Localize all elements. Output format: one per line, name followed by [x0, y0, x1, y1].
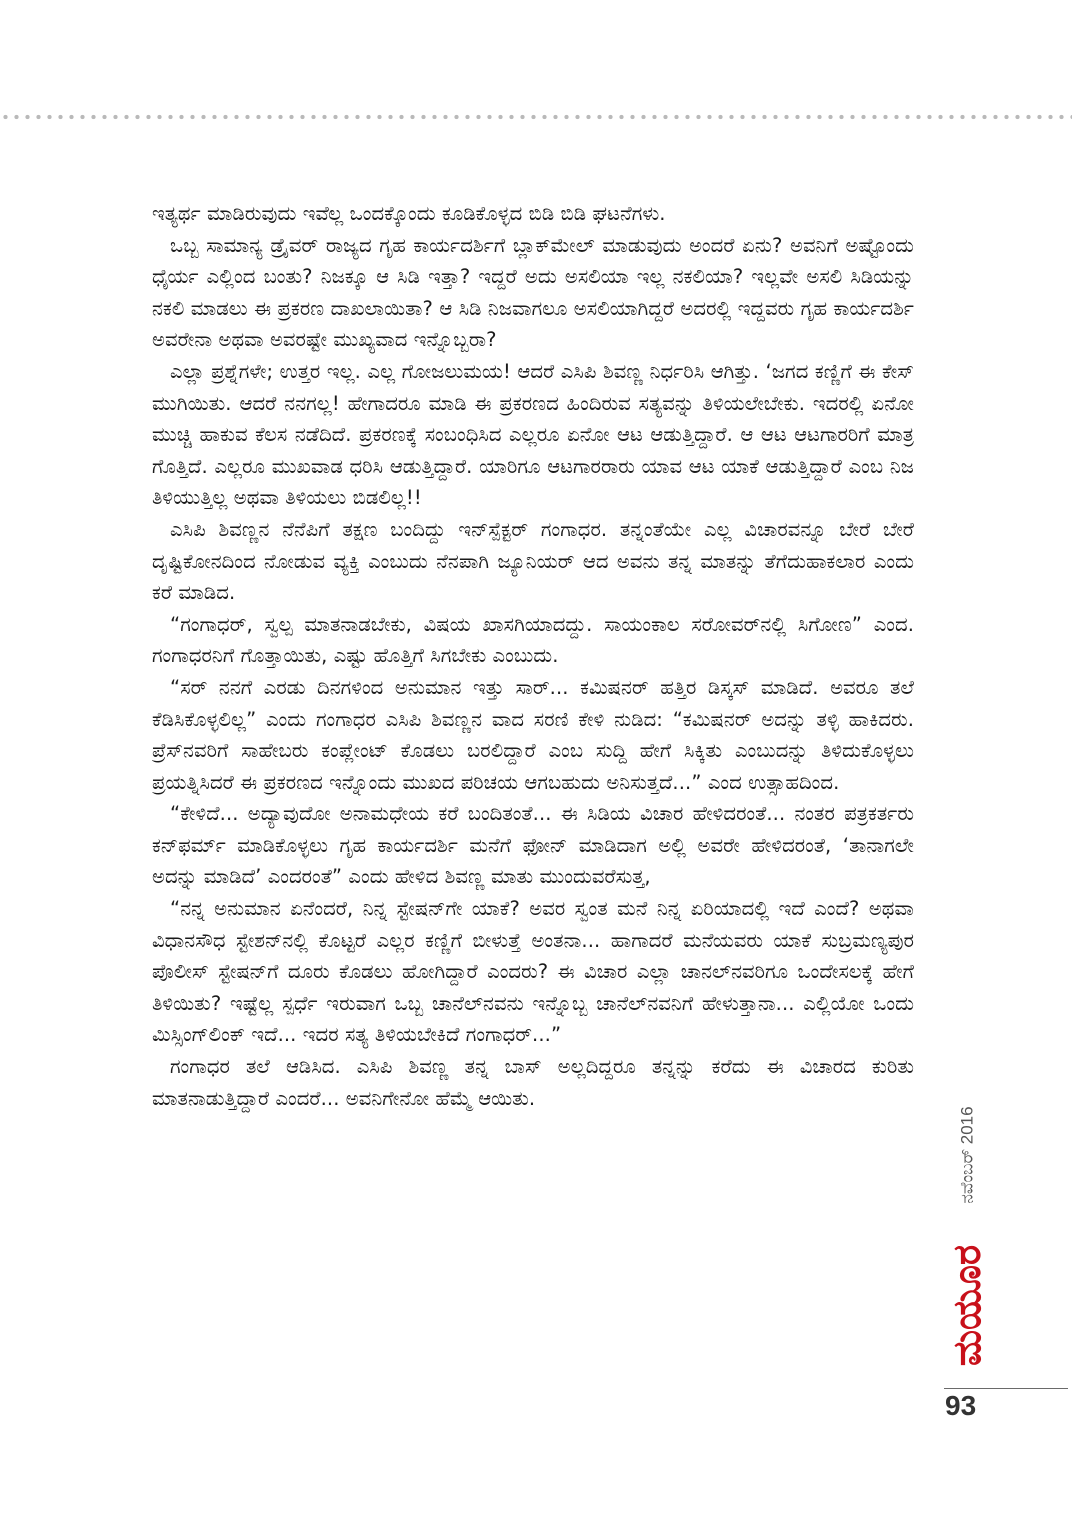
issue-date-container	[944, 1085, 992, 1225]
page-number-rule	[944, 1388, 1068, 1389]
article-paragraph: “ಗಂಗಾಧರ್, ಸ್ವಲ್ಪ ಮಾತನಾಡಬೇಕು, ವಿಷಯ ಖಾಸಗಿಯಾದದ್ದು. ಸಾಯಂಕಾಲ ಸರೋವರ್‌ನಲ್ಲಿ ಸಿಗೋಣ” ಎಂದ. ಗಂಗಾಧರನಿಗೆ ಗೊತ್ತಾಯಿತು, ಎಷ್ಟು ಹೊತ್ತಿಗೆ ಸಿಗಬೇಕು ಎಂಬುದು.	[152, 612, 914, 668]
magazine-logo-text: ಮಯೂರ	[945, 1244, 990, 1366]
article-paragraph: ಎಸಿಪಿ ಶಿವಣ್ಣನ ನೆನೆಪಿಗೆ ತಕ್ಷಣ ಬಂದಿದ್ದು ಇನ್‌ಸ್ಪೆಕ್ಟರ್ ಗಂಗಾಧರ. ತನ್ನಂತೆಯೇ ಎಲ್ಲ ವಿಚಾರವನ್ನೂ ಬೇರೆ ಬೇರೆ ದೃಷ್ಟಿಕೋನದಿಂದ ನೋಡುವ ವ್ಯಕ್ತಿ ಎಂಬುದು ನೆನಪಾಗಿ ಜ್ಯೂನಿಯರ್ ಆದ ಅವನು ತನ್ನ ಮಾತನ್ನು ತೆಗೆದುಹಾಕಲಾರ ಎಂದು ಕರೆ ಮಾಡಿದ.	[152, 517, 914, 605]
article-paragraph: ಇತ್ಯರ್ಥ ಮಾಡಿರುವುದು ಇವೆಲ್ಲ ಒಂದಕ್ಕೊಂದು ಕೂಡಿಕೊಳ್ಳದ ಬಿಡಿ ಬಿಡಿ ಘಟನೆಗಳು.	[152, 202, 666, 225]
article-paragraph: “ಸರ್ ನನಗೆ ಎರಡು ದಿನಗಳಿಂದ ಅನುಮಾನ ಇತ್ತು ಸಾರ್... ಕಮಿಷನರ್ ಹತ್ತಿರ ಡಿಸ್ಕಸ್ ಮಾಡಿದೆ. ಅವರೂ ತಲೆ ಕೆಡಿಸಿಕೊಳ್ಳಲಿಲ್ಲ” ಎಂದು ಗಂಗಾಧರ ಎಸಿಪಿ ಶಿವಣ್ಣನ ವಾದ ಸರಣಿ ಕೇಳಿ ನುಡಿದ: “ಕಮಿಷನರ್ ಅದನ್ನು ತಳ್ಳಿ ಹಾಕಿದರು. ಪ್ರೆಸ್‌ನವರಿಗೆ ಸಾಹೇಬರು ಕಂಪ್ಲೇಂಟ್ ಕೊಡಲು ಬರಲಿದ್ದಾರೆ ಎಂಬ ಸುದ್ದಿ ಹೇಗೆ ಸಿಕ್ಕಿತು ಎಂಬುದನ್ನು ತಿಳಿದುಕೊಳ್ಳಲು ಪ್ರಯತ್ನಿಸಿದರೆ ಈ ಪ್ರಕರಣದ ಇನ್ನೊಂದು ಮುಖದ ಪರಿಚಯ ಆಗಬಹುದು ಅನಿಸುತ್ತದೆ...” ಎಂದ ಉತ್ಸಾಹದಿಂದ.	[152, 675, 914, 794]
article-paragraph: ಗಂಗಾಧರ ತಲೆ ಆಡಿಸಿದ. ಎಸಿಪಿ ಶಿವಣ್ಣ ತನ್ನ ಬಾಸ್ ಅಲ್ಲದಿದ್ದರೂ ತನ್ನನ್ನು ಕರೆದು ಈ ವಿಚಾರದ ಕುರಿತು ಮಾತನಾಡುತ್ತಿದ್ದಾರೆ ಎಂದರೆ... ಅವನಿಗೇನೋ ಹೆಮ್ಮೆ ಆಯಿತು.	[152, 1055, 914, 1110]
header-dotted-rule	[0, 114, 1072, 120]
magazine-logo	[944, 1235, 992, 1375]
magazine-sidebar	[944, 1085, 992, 1375]
page-number: 93	[945, 1390, 977, 1421]
article-paragraph: ಒಬ್ಬ ಸಾಮಾನ್ಯ ಡ್ರೈವರ್ ರಾಜ್ಯದ ಗೃಹ ಕಾರ್ಯದರ್ಶಿಗೆ ಬ್ಲಾಕ್‌ಮೇಲ್ ಮಾಡುವುದು ಅಂದರೆ ಏನು? ಅವನಿಗೆ ಅಷ್ಟೊಂದು ಧೈರ್ಯ ಎಲ್ಲಿಂದ ಬಂತು? ನಿಜಕ್ಕೂ ಆ ಸಿಡಿ ಇತ್ತಾ? ಇದ್ದರೆ ಅದು ಅಸಲಿಯಾ ಇಲ್ಲ ನಕಲಿಯಾ? ಇಲ್ಲವೇ ಅಸಲಿ ಸಿಡಿಯನ್ನು ನಕಲಿ ಮಾಡಲು ಈ ಪ್ರಕರಣ ದಾಖಲಾಯಿತಾ? ಆ ಸಿಡಿ ನಿಜವಾಗಲೂ ಅಸಲಿಯಾಗಿದ್ದರೆ ಅದರಲ್ಲಿ ಇದ್ದವರು ಗೃಹ ಕಾರ್ಯದರ್ಶಿ ಅವರೇನಾ ಅಥವಾ ಅವರಷ್ಟೇ ಮುಖ್ಯವಾದ ಇನ್ನೊಬ್ಬರಾ?	[152, 233, 914, 352]
issue-date: ನವೆಂಬರ್ 2016	[958, 1106, 978, 1204]
article-body	[152, 198, 914, 1418]
article-paragraph: ಎಲ್ಲಾ ಪ್ರಶ್ನೆಗಳೇ; ಉತ್ತರ ಇಲ್ಲ. ಎಲ್ಲ ಗೋಜಲುಮಯ! ಆದರೆ ಎಸಿಪಿ ಶಿವಣ್ಣ ನಿರ್ಧರಿಸಿ ಆಗಿತ್ತು. ‘ಜಗದ ಕಣ್ಣಿಗೆ ಈ ಕೇಸ್ ಮುಗಿಯಿತು. ಆದರೆ ನನಗಲ್ಲ! ಹೇಗಾದರೂ ಮಾಡಿ ಈ ಪ್ರಕರಣದ ಹಿಂದಿರುವ ಸತ್ಯವನ್ನು ತಿಳಿಯಲೇಬೇಕು. ಇದರಲ್ಲಿ ಏನೋ ಮುಚ್ಚಿ ಹಾಕುವ ಕೆಲಸ ನಡೆದಿದೆ. ಪ್ರಕರಣಕ್ಕೆ ಸಂಬಂಧಿಸಿದ ಎಲ್ಲರೂ ಏನೋ ಆಟ ಆಡುತ್ತಿದ್ದಾರೆ. ಆ ಆಟ ಆಟಗಾರರಿಗೆ ಮಾತ್ರ ಗೊತ್ತಿದೆ. ಎಲ್ಲರೂ ಮುಖವಾಡ ಧರಿಸಿ ಆಡುತ್ತಿದ್ದಾರೆ. ಯಾರಿಗೂ ಆಟಗಾರರಾರು ಯಾವ ಆಟ ಯಾಕೆ ಆಡುತ್ತಿದ್ದಾರೆ ಎಂಬ ನಿಜ ತಿಳಿಯುತ್ತಿಲ್ಲ ಅಥವಾ ತಿಳಿಯಲು ಬಿಡಲಿಲ್ಲ!!	[152, 359, 914, 510]
article-paragraph: “ನನ್ನ ಅನುಮಾನ ಏನೆಂದರೆ, ನಿನ್ನ ಸ್ಟೇಷನ್‌ಗೇ ಯಾಕೆ? ಅವರ ಸ್ವಂತ ಮನೆ ನಿನ್ನ ಏರಿಯಾದಲ್ಲಿ ಇದೆ ಎಂದೆ? ಅಥವಾ ವಿಧಾನಸೌಧ ಸ್ಟೇಶನ್‌ನಲ್ಲಿ ಕೊಟ್ಟರೆ ಎಲ್ಲರ ಕಣ್ಣಿಗೆ ಬೀಳುತ್ತೆ ಅಂತನಾ... ಹಾಗಾದರೆ ಮನೆಯವರು ಯಾಕೆ ಸುಬ್ರಮಣ್ಯಪುರ ಪೊಲೀಸ್ ಸ್ಟೇಷನ್‌ಗೆ ದೂರು ಕೊಡಲು ಹೋಗಿದ್ದಾರೆ ಎಂದರು? ಈ ವಿಚಾರ ಎಲ್ಲಾ ಚಾನಲ್‌ನವರಿಗೂ ಒಂದೇಸಲಕ್ಕೆ ಹೇಗೆ ತಿಳಿಯಿತು? ಇಷ್ಟೆಲ್ಲ ಸ್ಪರ್ಧೆ ಇರುವಾಗ ಒಬ್ಬ ಚಾನೆಲ್‌ನವನು ಇನ್ನೊಬ್ಬ ಚಾನೆಲ್‌ನವನಿಗೆ ಹೇಳುತ್ತಾನಾ... ಎಲ್ಲಿಯೋ ಒಂದು ಮಿಸ್ಸಿಂಗ್‌ಲಿಂಕ್ ಇದೆ... ಇದರ ಸತ್ಯ ತಿಳಿಯಬೇಕಿದೆ ಗಂಗಾಧರ್...”	[152, 897, 914, 1047]
article-paragraph: “ಕೇಳಿದೆ... ಅದ್ಯಾವುದೋ ಅನಾಮಧೇಯ ಕರೆ ಬಂದಿತಂತೆ... ಈ ಸಿಡಿಯ ವಿಚಾರ ಹೇಳಿದರಂತೆ... ನಂತರ ಪತ್ರಕರ್ತರು ಕನ್‌ಫರ್ಮ್ ಮಾಡಿಕೊಳ್ಳಲು ಗೃಹ ಕಾರ್ಯದರ್ಶಿ ಮನೆಗೆ ಫೋನ್ ಮಾಡಿದಾಗ ಅಲ್ಲಿ ಅವರೇ ಹೇಳಿದರಂತೆ, ‘ತಾನಾಗಲೇ ಅದನ್ನು ಮಾಡಿದೆ’ ಎಂದರಂತೆ” ಎಂದು ಹೇಳಿದ ಶಿವಣ್ಣ ಮಾತು ಮುಂದುವರೆಸುತ್ತ,	[152, 802, 914, 889]
